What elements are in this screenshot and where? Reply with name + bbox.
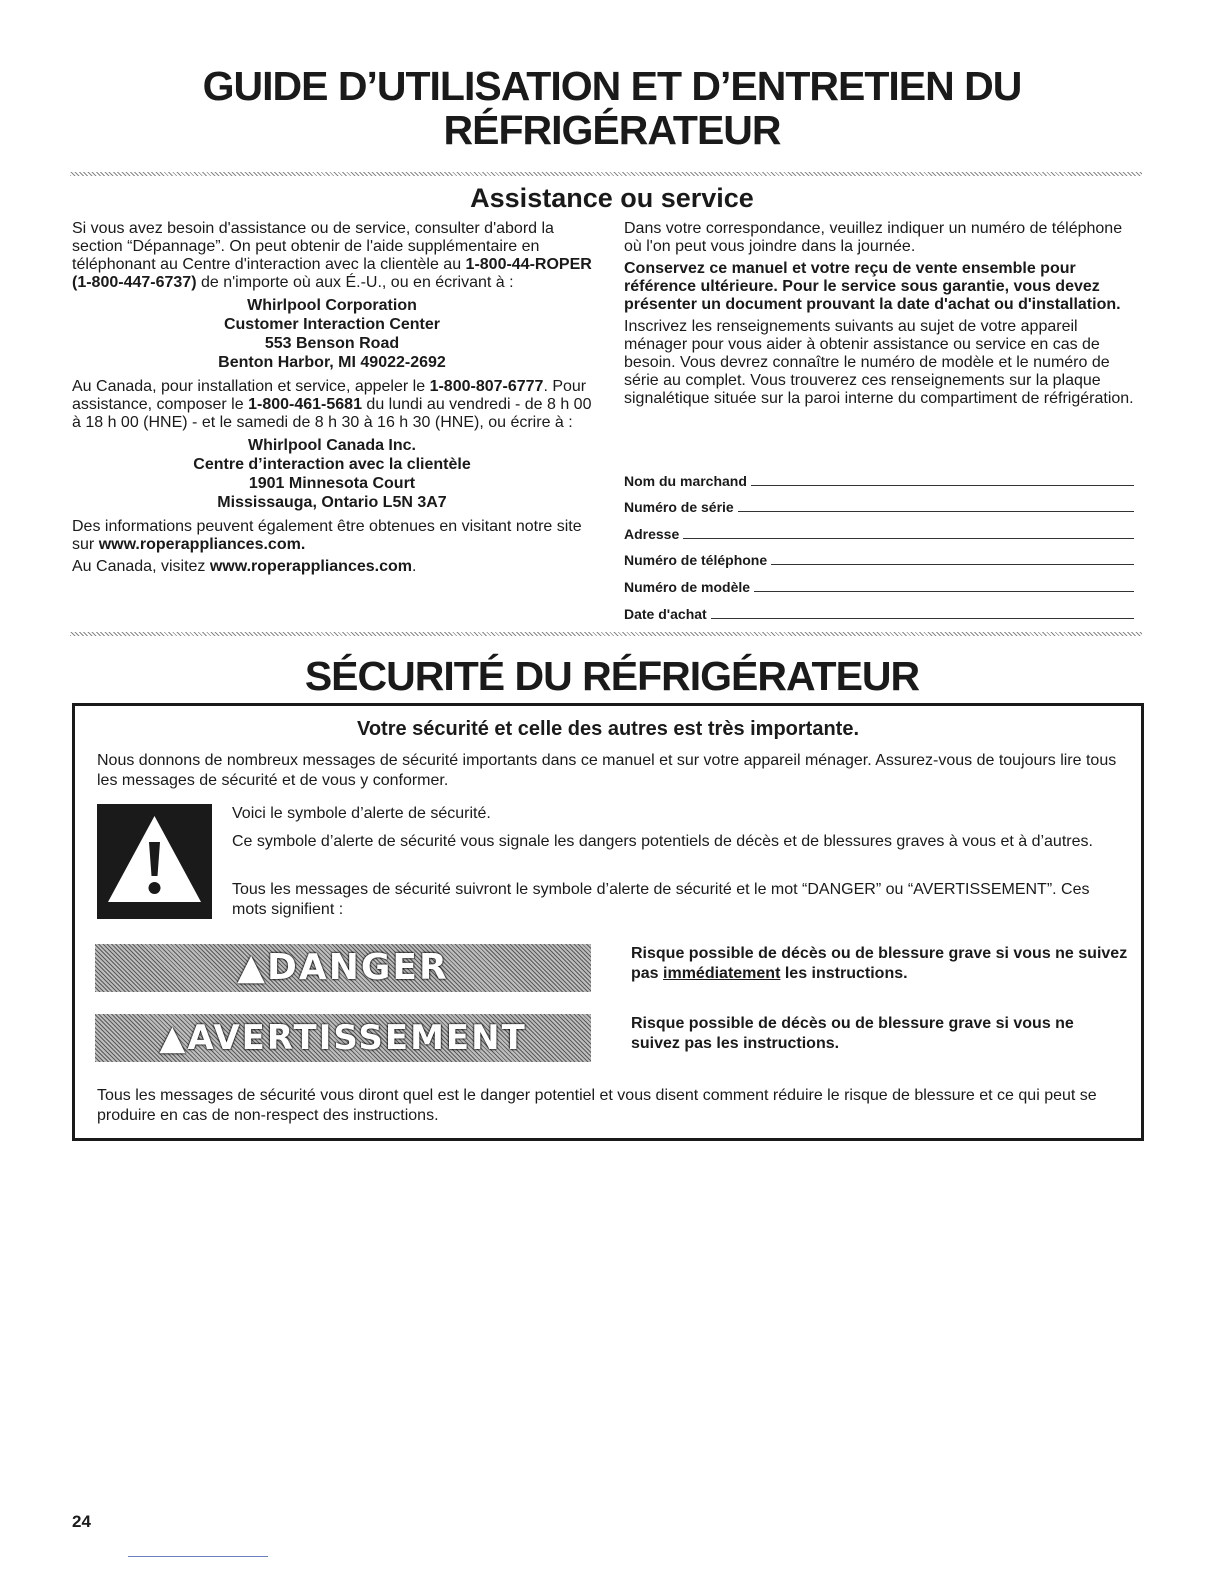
symbol-desc-1: Voici le symbole d’alerte de sécurité. xyxy=(232,805,491,822)
warning-triangle-icon xyxy=(97,804,212,919)
safety-box xyxy=(72,703,1144,1141)
record-fields xyxy=(624,462,1134,622)
field-phone-number[interactable]: Numéro de téléphone xyxy=(624,542,1134,569)
page-number: 24 xyxy=(72,1512,91,1531)
website-link[interactable]: www.roperappliances.com. xyxy=(98,536,306,553)
assistance-canada: Au Canada, pour installation et service, appeler le 1-800-807-6777. Pour assistance, composer le 1-800-461-5681 du lundi au vendredi - de 8 h 00 à 18 h 00 (HNE) - et le samedi de 8 h 30 à 16 h 30 (HNE), ou écrire à : xyxy=(72,378,592,431)
warning-description: Risque possible de décès ou de blessure grave si vous ne suivez pas les instructions. xyxy=(631,1015,1074,1052)
website-link-canada[interactable]: www.roperappliances.com xyxy=(209,558,412,575)
address-us: Whirlpool Corporation Customer Interaction Center 553 Benson Road Benton Harbor, MI 49022-2692 xyxy=(218,297,446,371)
safety-alert-symbol xyxy=(97,804,212,919)
assistance-website-canada: Au Canada, visitez www.roperappliances.com. xyxy=(72,558,417,575)
divider-top xyxy=(70,172,1142,176)
keep-manual-note: Conservez ce manuel et votre reçu de vente ensemble pour référence ultérieure. Pour le service sous garantie, vous devez présenter un document prouvant la date d'achat ou d'installation. xyxy=(624,260,1121,313)
address-canada: Whirlpool Canada Inc. Centre d’interaction avec la clientèle 1901 Minnesota Court Mississauga, Ontario L5N 3A7 xyxy=(193,437,471,511)
divider-middle xyxy=(70,632,1142,636)
document-title-line2: RÉFRIGÉRATEUR xyxy=(443,107,781,153)
assistance-left-column xyxy=(72,220,592,580)
correspondence-note: Dans votre correspondance, veuillez indiquer un numéro de téléphone où l'on peut vous joindre dans la journée. xyxy=(624,220,1123,255)
record-info-note: Inscrivez les renseignements suivants au sujet de votre appareil ménager pour vous aider à obtenir assistance ou service en cas de besoin. Vous devrez connaître le numéro de modèle et le numéro de série au complet. Vous trouverez ces renseignements sur la plaque signalétique située sur la paroi interne du compartiment de réfrigération. xyxy=(624,318,1134,407)
footer-rule xyxy=(128,1556,268,1557)
field-dealer-name[interactable]: Nom du marchand xyxy=(624,462,1134,489)
symbol-desc-2: Ce symbole d’alerte de sécurité vous signale les dangers potentiels de décès et de blessures graves à vous et à d’autres. xyxy=(232,833,1093,850)
assistance-intro: Si vous avez besoin d'assistance ou de service, consulter d'abord la section “Dépannage”. On peut obtenir de l'aide supplémentaire en téléphonant au Centre d'interaction avec la clientèle au 1-800-44-ROPER (1-800-447-6737) de n'importe où aux É.-U., ou en écrivant à : xyxy=(72,220,592,291)
warning-signal: ▲AVERTISSEMENT xyxy=(95,1014,591,1062)
safety-outro: Tous les messages de sécurité vous diront quel est le danger potentiel et vous disent comment réduire le risque de blessure et ce qui peut se produire en cas de non-respect des instructions. xyxy=(97,1087,1097,1124)
field-model-number[interactable]: Numéro de modèle xyxy=(624,568,1134,595)
alert-triangle-icon: ▲ xyxy=(159,1018,188,1058)
assistance-right-column xyxy=(624,220,1138,412)
danger-description: Risque possible de décès ou de blessure grave si vous ne suivez pas immédiatement les instructions. xyxy=(631,945,1128,982)
danger-signal: ▲DANGER xyxy=(95,944,591,992)
document-title-line1: GUIDE D’UTILISATION ET D’ENTRETIEN DU xyxy=(202,63,1022,109)
field-purchase-date[interactable]: Date d'achat xyxy=(624,595,1134,622)
field-address[interactable]: Adresse xyxy=(624,515,1134,542)
assistance-heading: Assistance ou service xyxy=(470,183,754,213)
safety-intro: Nous donnons de nombreux messages de sécurité importants dans ce manuel et sur votre appareil ménager. Assurez-vous de toujours lire tous les messages de sécurité et de vous y conformer. xyxy=(97,752,1117,789)
alert-triangle-icon: ▲ xyxy=(237,947,267,988)
safety-heading: SÉCURITÉ DU RÉFRIGÉRATEUR xyxy=(304,653,920,699)
safety-box-heading: Votre sécurité et celle des autres est très importante. xyxy=(356,718,860,740)
assistance-website: Des informations peuvent également être obtenues en visitant notre site sur www.roperappliances.com. xyxy=(72,518,582,553)
field-serial-number[interactable]: Numéro de série xyxy=(624,489,1134,516)
symbol-desc-3: Tous les messages de sécurité suivront le symbole d’alerte de sécurité et le mot “DANGER” ou “AVERTISSEMENT”. Ces mots signifient : xyxy=(232,881,1090,918)
